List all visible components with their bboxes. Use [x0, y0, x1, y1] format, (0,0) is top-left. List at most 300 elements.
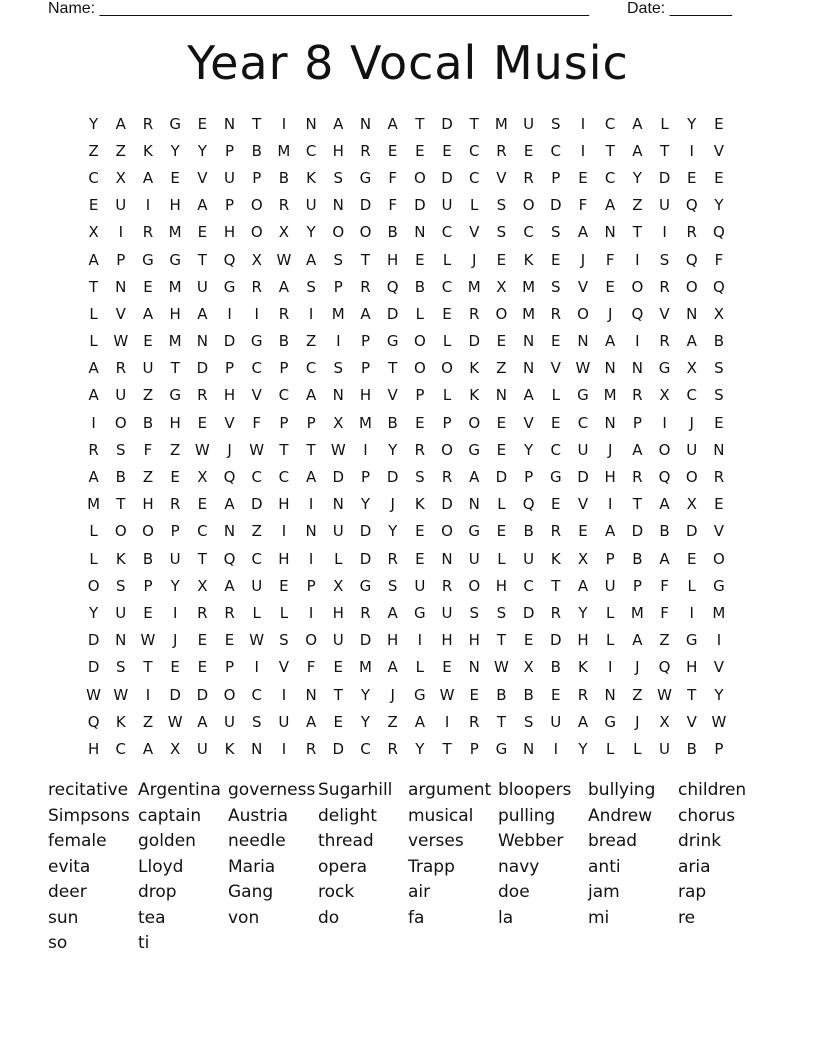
- grid-cell: L: [633, 739, 642, 758]
- grid-cell: P: [605, 549, 615, 568]
- grid-cell: P: [632, 413, 642, 432]
- grid-cell: D: [522, 603, 535, 622]
- grid-cell: B: [278, 332, 290, 351]
- grid-cell: E: [197, 495, 208, 514]
- word-list-item: aria: [678, 856, 711, 877]
- grid-cell: K: [115, 549, 126, 568]
- grid-cell: A: [659, 495, 670, 514]
- grid-cell: Z: [88, 141, 99, 160]
- grid-cell: S: [659, 250, 670, 269]
- grid-cell: L: [605, 739, 615, 758]
- grid-cell: B: [387, 223, 398, 242]
- grid-cell: P: [360, 359, 370, 378]
- grid-cell: H: [278, 549, 290, 568]
- grid-cell: B: [115, 468, 126, 487]
- grid-cell: G: [577, 386, 589, 405]
- grid-cell: X: [251, 250, 262, 269]
- grid-cell: S: [333, 168, 344, 187]
- grid-cell: I: [336, 332, 341, 351]
- grid-cell: Z: [142, 712, 154, 731]
- grid-cell: P: [143, 576, 153, 595]
- grid-cell: U: [523, 549, 535, 568]
- grid-cell: A: [387, 603, 398, 622]
- grid-cell: E: [551, 495, 561, 514]
- grid-cell: Y: [714, 196, 724, 215]
- grid-cell: P: [333, 277, 343, 296]
- grid-cell: R: [197, 386, 208, 405]
- grid-cell: L: [415, 304, 425, 323]
- grid-cell: N: [305, 114, 317, 133]
- grid-cell: C: [251, 685, 262, 704]
- grid-cell: A: [224, 495, 235, 514]
- word-list-item: mi: [588, 907, 610, 928]
- grid-cell: H: [387, 250, 399, 269]
- grid-cell: H: [387, 631, 399, 650]
- grid-cell: E: [496, 250, 507, 269]
- grid-cell: D: [87, 658, 100, 677]
- grid-cell: B: [713, 332, 725, 351]
- grid-cell: P: [360, 332, 370, 351]
- word-list-item: opera: [318, 856, 368, 877]
- word-list: [48, 778, 768, 957]
- grid-cell: A: [387, 114, 398, 133]
- grid-cell: O: [441, 359, 453, 378]
- grid-cell: H: [577, 631, 589, 650]
- grid-cell: A: [333, 114, 344, 133]
- grid-cell: I: [662, 223, 667, 242]
- grid-cell: B: [278, 168, 290, 187]
- grid-cell: S: [523, 712, 534, 731]
- grid-cell: B: [686, 739, 697, 758]
- grid-cell: K: [578, 658, 588, 677]
- grid-cell: M: [358, 658, 372, 677]
- grid-cell: G: [359, 576, 372, 595]
- word-list-item: delight: [318, 805, 377, 826]
- grid-cell: R: [496, 141, 507, 160]
- grid-cell: A: [305, 468, 317, 487]
- grid-cell: O: [468, 576, 481, 595]
- word-list-item: ti: [138, 933, 150, 953]
- grid-cell: G: [685, 631, 698, 650]
- grid-cell: R: [197, 603, 208, 622]
- grid-cell: J: [227, 440, 232, 459]
- word-list-item: Sugarhill: [318, 780, 393, 800]
- grid-cell: V: [469, 223, 480, 242]
- grid-cell: J: [580, 250, 586, 269]
- grid-cell: C: [550, 141, 562, 160]
- grid-cell: A: [88, 386, 99, 405]
- grid-cell: W: [113, 685, 129, 704]
- grid-cell: L: [442, 332, 452, 351]
- grid-cell: D: [196, 685, 209, 704]
- grid-cell: K: [306, 168, 317, 187]
- grid-cell: V: [251, 386, 262, 405]
- grid-cell: G: [250, 332, 263, 351]
- grid-cell: A: [632, 631, 643, 650]
- grid-cell: E: [442, 658, 452, 677]
- grid-cell: E: [496, 440, 507, 459]
- grid-cell: I: [689, 603, 694, 622]
- grid-cell: P: [551, 168, 561, 187]
- grid-cell: U: [169, 549, 181, 568]
- grid-cell: I: [254, 658, 259, 677]
- grid-cell: S: [551, 277, 561, 296]
- grid-cell: S: [306, 277, 316, 296]
- grid-cell: C: [251, 549, 262, 568]
- grid-cell: E: [88, 196, 99, 215]
- grid-cell: D: [658, 168, 671, 187]
- grid-cell: M: [168, 277, 182, 296]
- grid-cell: R: [142, 223, 154, 242]
- grid-cell: S: [496, 603, 507, 622]
- grid-cell: W: [194, 440, 210, 459]
- grid-cell: H: [495, 576, 508, 595]
- word-list-item: Maria: [228, 856, 276, 877]
- grid-cell: B: [142, 413, 154, 432]
- grid-cell: Q: [685, 196, 698, 215]
- grid-cell: S: [333, 250, 344, 269]
- grid-cell: A: [115, 114, 126, 133]
- grid-cell: A: [197, 196, 208, 215]
- grid-cell: D: [441, 114, 453, 133]
- grid-cell: L: [89, 332, 98, 351]
- grid-cell: X: [659, 712, 670, 731]
- grid-cell: P: [360, 468, 370, 487]
- grid-cell: D: [631, 522, 644, 541]
- grid-cell: T: [360, 250, 371, 269]
- grid-cell: O: [413, 359, 426, 378]
- grid-cell: M: [331, 304, 345, 323]
- grid-cell: Q: [223, 549, 236, 568]
- date-field: Date: _______: [627, 0, 732, 17]
- grid-cell: H: [278, 495, 290, 514]
- grid-cell: E: [197, 114, 208, 133]
- grid-cell: R: [686, 223, 697, 242]
- grid-cell: C: [550, 440, 562, 459]
- grid-cell: Q: [87, 712, 100, 731]
- grid-cell: E: [551, 413, 561, 432]
- grid-cell: M: [358, 413, 372, 432]
- grid-cell: A: [197, 712, 208, 731]
- grid-cell: R: [659, 277, 670, 296]
- grid-cell: R: [469, 304, 480, 323]
- word-list-item: bullying: [588, 780, 656, 800]
- grid-cell: D: [441, 168, 453, 187]
- grid-cell: T: [170, 359, 180, 378]
- grid-cell: A: [278, 277, 290, 296]
- grid-cell: W: [439, 685, 455, 704]
- grid-cell: S: [333, 359, 344, 378]
- grid-cell: O: [631, 277, 644, 296]
- grid-cell: O: [577, 304, 589, 323]
- word-list-item: evita: [48, 856, 91, 877]
- grid-cell: R: [142, 114, 154, 133]
- grid-cell: A: [469, 468, 480, 487]
- grid-cell: I: [635, 332, 640, 351]
- grid-cell: U: [468, 549, 480, 568]
- grid-cell: R: [278, 304, 290, 323]
- grid-cell: P: [306, 413, 316, 432]
- grid-cell: D: [169, 685, 181, 704]
- grid-cell: S: [496, 196, 507, 215]
- grid-cell: N: [686, 304, 698, 323]
- grid-cell: H: [223, 386, 236, 405]
- grid-cell: L: [279, 603, 289, 622]
- grid-cell: E: [578, 522, 588, 541]
- grid-cell: Z: [251, 522, 262, 541]
- grid-cell: Y: [632, 168, 642, 187]
- grid-cell: R: [251, 277, 262, 296]
- grid-cell: U: [414, 576, 426, 595]
- grid-cell: Z: [115, 141, 126, 160]
- grid-cell: I: [227, 304, 232, 323]
- grid-cell: O: [223, 685, 236, 704]
- grid-cell: I: [580, 114, 586, 133]
- grid-cell: R: [523, 168, 534, 187]
- grid-cell: T: [252, 114, 262, 133]
- grid-cell: T: [442, 739, 452, 758]
- grid-cell: W: [575, 359, 591, 378]
- grid-cell: Y: [360, 712, 371, 731]
- grid-cell: A: [659, 549, 670, 568]
- grid-cell: Z: [170, 440, 181, 459]
- grid-cell: T: [388, 359, 398, 378]
- grid-cell: Z: [305, 332, 317, 351]
- grid-cell: U: [224, 712, 236, 731]
- grid-cell: M: [87, 495, 101, 514]
- word-list-item: Andrew: [588, 805, 653, 826]
- grid-cell: Z: [387, 712, 398, 731]
- grid-cell: A: [142, 168, 154, 187]
- grid-cell: R: [632, 386, 643, 405]
- grid-cell: K: [469, 359, 480, 378]
- grid-cell: Q: [658, 658, 671, 677]
- grid-cell: R: [360, 603, 371, 622]
- grid-cell: N: [604, 223, 616, 242]
- grid-cell: N: [495, 386, 508, 405]
- grid-cell: T: [496, 712, 506, 731]
- grid-cell: O: [114, 413, 127, 432]
- grid-cell: B: [142, 549, 154, 568]
- grid-cell: F: [714, 250, 724, 269]
- grid-cell: A: [632, 141, 643, 160]
- grid-cell: W: [86, 685, 102, 704]
- grid-cell: G: [169, 386, 181, 405]
- grid-cell: U: [441, 196, 453, 215]
- grid-cell: E: [496, 522, 507, 541]
- grid-cell: H: [332, 141, 344, 160]
- grid-cell: Y: [170, 576, 180, 595]
- grid-cell: L: [497, 495, 506, 514]
- grid-cell: W: [330, 440, 346, 459]
- word-list-item: re: [678, 907, 696, 928]
- word-list-item: jam: [588, 882, 620, 902]
- grid-cell: F: [578, 196, 588, 215]
- grid-cell: A: [224, 576, 235, 595]
- grid-cell: C: [305, 359, 317, 378]
- grid-cell: I: [254, 304, 259, 323]
- grid-cell: E: [469, 685, 479, 704]
- grid-cell: C: [604, 114, 616, 133]
- grid-cell: I: [635, 250, 640, 269]
- grid-cell: D: [550, 196, 562, 215]
- grid-cell: R: [469, 712, 480, 731]
- grid-cell: P: [116, 250, 126, 269]
- grid-cell: N: [468, 658, 480, 677]
- grid-cell: O: [441, 440, 453, 459]
- grid-cell: F: [306, 658, 316, 677]
- grid-cell: O: [468, 413, 481, 432]
- grid-cell: X: [523, 658, 534, 677]
- grid-cell: C: [251, 359, 262, 378]
- grid-cell: U: [196, 277, 208, 296]
- grid-cell: B: [251, 141, 262, 160]
- grid-cell: Z: [659, 631, 670, 650]
- grid-cell: E: [551, 685, 561, 704]
- grid-cell: G: [169, 114, 181, 133]
- grid-cell: K: [143, 141, 153, 160]
- grid-cell: E: [224, 631, 235, 650]
- grid-cell: H: [223, 223, 236, 242]
- grid-cell: F: [388, 168, 397, 187]
- grid-cell: Y: [388, 440, 398, 459]
- grid-cell: N: [223, 522, 236, 541]
- grid-cell: E: [197, 413, 208, 432]
- grid-cell: L: [470, 196, 479, 215]
- grid-cell: E: [523, 631, 534, 650]
- word-list-item: female: [48, 831, 107, 851]
- grid-cell: Q: [658, 468, 671, 487]
- grid-cell: P: [225, 141, 235, 160]
- grid-cell: X: [115, 168, 126, 187]
- word-list-item: fa: [408, 907, 425, 928]
- grid-cell: M: [630, 603, 644, 622]
- grid-cell: A: [88, 359, 99, 378]
- grid-cell: L: [442, 386, 452, 405]
- grid-cell: C: [197, 522, 208, 541]
- grid-cell: B: [496, 685, 507, 704]
- grid-cell: S: [116, 658, 126, 677]
- grid-cell: R: [713, 468, 725, 487]
- grid-cell: Y: [388, 522, 398, 541]
- grid-cell: Y: [578, 739, 588, 758]
- grid-cell: H: [142, 495, 154, 514]
- word-list-item: verses: [408, 831, 464, 851]
- grid-cell: J: [390, 495, 395, 514]
- grid-cell: P: [225, 196, 235, 215]
- grid-cell: I: [607, 495, 613, 514]
- grid-cell: A: [605, 196, 616, 215]
- grid-cell: D: [495, 468, 508, 487]
- grid-cell: M: [522, 304, 536, 323]
- grid-cell: N: [522, 332, 535, 351]
- grid-cell: S: [714, 359, 724, 378]
- grid-cell: A: [577, 576, 589, 595]
- grid-cell: E: [442, 304, 452, 323]
- grid-cell: T: [143, 658, 153, 677]
- grid-cell: D: [468, 332, 480, 351]
- grid-cell: A: [632, 440, 643, 459]
- word-list-item: Lloyd: [138, 856, 184, 877]
- grid-cell: D: [87, 631, 100, 650]
- grid-cell: A: [387, 658, 398, 677]
- grid-cell: O: [250, 196, 263, 215]
- grid-cell: H: [169, 413, 181, 432]
- grid-cell: G: [549, 468, 562, 487]
- grid-cell: A: [142, 739, 154, 758]
- word-list-item: Argentina: [138, 780, 221, 800]
- grid-cell: B: [659, 522, 670, 541]
- word-list-item: pulling: [498, 805, 556, 826]
- grid-cell: F: [660, 576, 669, 595]
- grid-cell: S: [415, 468, 425, 487]
- grid-cell: F: [143, 440, 153, 459]
- grid-cell: B: [632, 549, 643, 568]
- grid-cell: H: [332, 603, 344, 622]
- grid-cell: G: [604, 712, 616, 731]
- grid-cell: G: [713, 576, 725, 595]
- grid-cell: I: [553, 739, 558, 758]
- grid-cell: R: [632, 468, 643, 487]
- grid-cell: O: [713, 549, 725, 568]
- grid-cell: A: [414, 712, 425, 731]
- grid-cell: I: [308, 495, 314, 514]
- grid-cell: T: [496, 631, 506, 650]
- grid-cell: B: [550, 658, 561, 677]
- grid-cell: I: [281, 114, 287, 133]
- word-list-item: drink: [678, 831, 722, 851]
- grid-cell: V: [713, 522, 725, 541]
- word-list-item: Gang: [228, 882, 274, 902]
- grid-cell: A: [577, 712, 589, 731]
- grid-cell: L: [89, 522, 98, 541]
- grid-cell: O: [685, 468, 698, 487]
- grid-cell: Y: [306, 223, 316, 242]
- grid-cell: T: [605, 141, 615, 160]
- grid-cell: V: [686, 712, 697, 731]
- grid-cell: Y: [170, 141, 180, 160]
- grid-cell: R: [115, 359, 126, 378]
- word-list-item: Austria: [228, 805, 289, 826]
- grid-cell: O: [114, 522, 127, 541]
- word-list-item: so: [48, 933, 68, 953]
- grid-cell: W: [657, 685, 672, 704]
- grid-cell: C: [305, 141, 317, 160]
- grid-cell: I: [308, 603, 314, 622]
- grid-cell: S: [496, 223, 507, 242]
- grid-cell: A: [305, 250, 317, 269]
- grid-cell: W: [113, 332, 129, 351]
- grid-cell: C: [360, 739, 371, 758]
- grid-cell: W: [711, 712, 727, 731]
- grid-cell: I: [363, 440, 368, 459]
- grid-cell: D: [223, 332, 236, 351]
- grid-cell: G: [468, 440, 481, 459]
- grid-cell: O: [87, 576, 100, 595]
- grid-cell: R: [360, 141, 371, 160]
- grid-cell: M: [603, 386, 617, 405]
- grid-cell: R: [387, 549, 398, 568]
- grid-cell: P: [415, 386, 425, 405]
- grid-cell: N: [522, 739, 535, 758]
- grid-cell: W: [249, 631, 265, 650]
- grid-cell: H: [604, 468, 616, 487]
- grid-cell: D: [386, 468, 399, 487]
- grid-cell: U: [604, 576, 616, 595]
- grid-cell: T: [632, 495, 642, 514]
- grid-cell: I: [118, 223, 123, 242]
- grid-cell: E: [714, 168, 724, 187]
